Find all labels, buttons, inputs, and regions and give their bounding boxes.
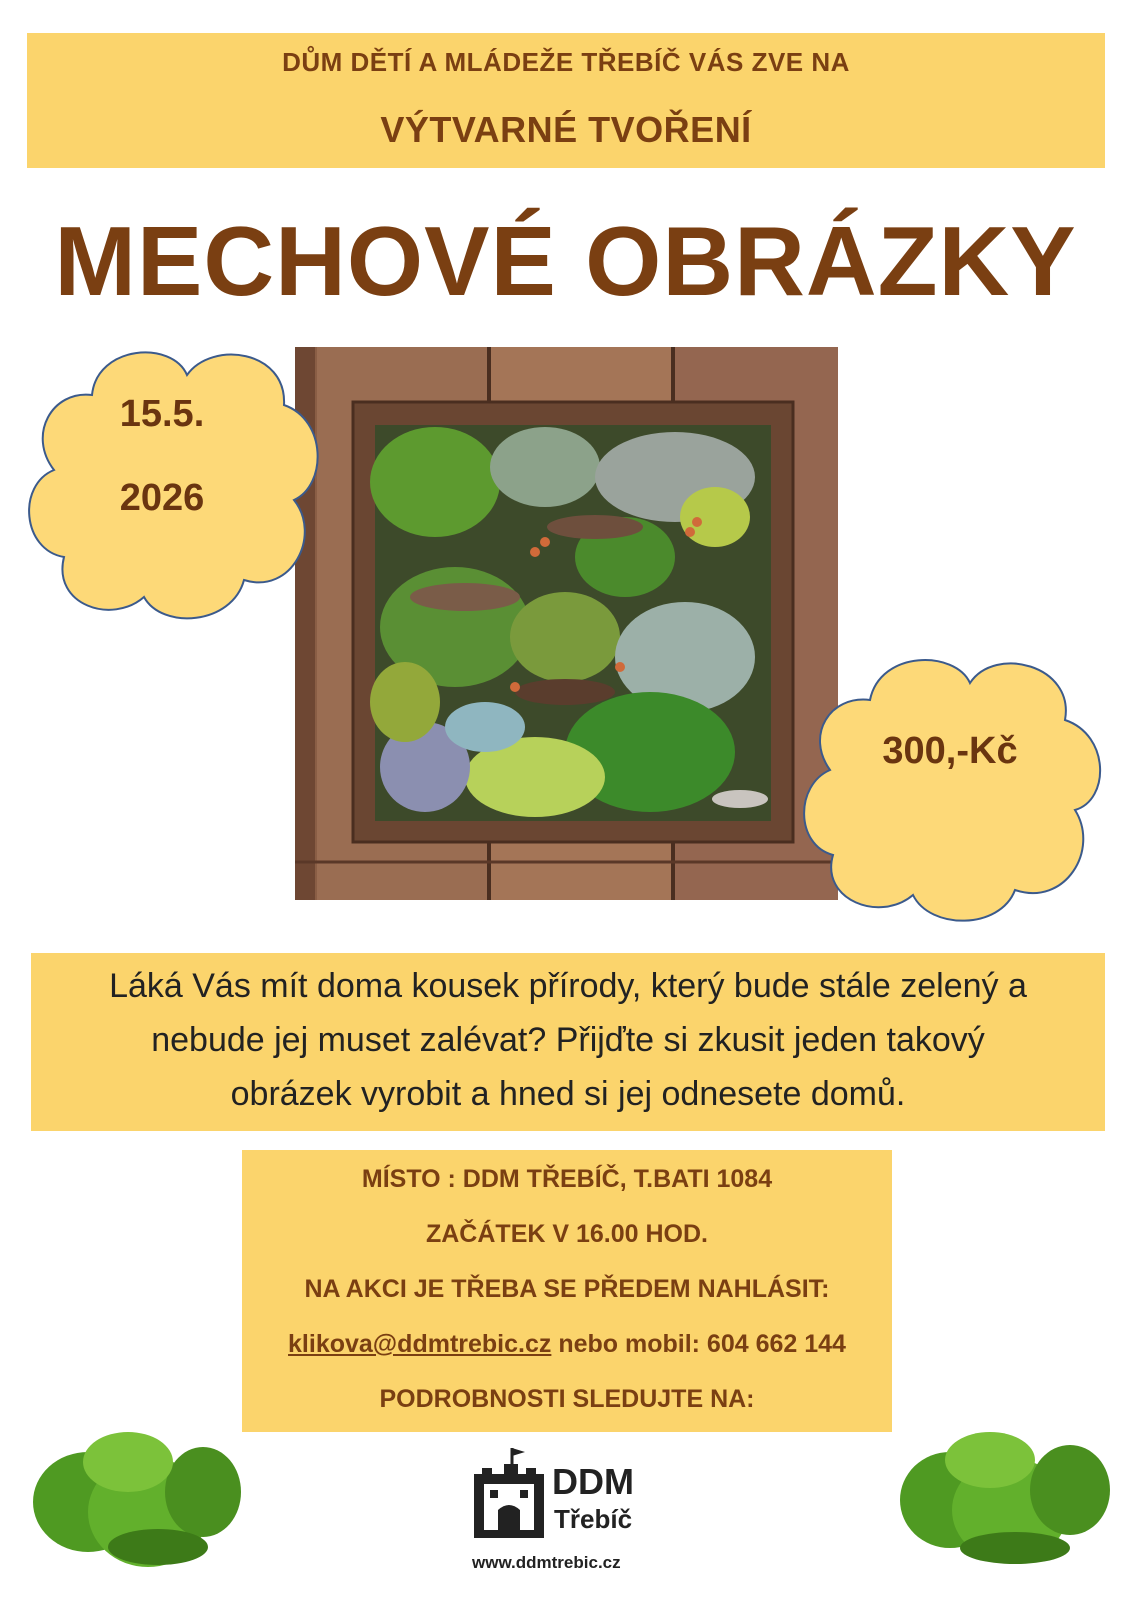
date-year: 2026	[119, 477, 205, 519]
details-text: PODROBNOSTI SLEDUJTE NA:	[379, 1385, 755, 1413]
place-text: MÍSTO : DDM TŘEBÍČ, T.BATI 1084	[361, 1165, 773, 1193]
description-line: nebude jej muset zalévat? Přijďte si zkusit jeden takový	[151, 1021, 985, 1059]
logo-url[interactable]: www.ddmtrebic.cz	[472, 1553, 621, 1572]
register-text: NA AKCI JE TŘEBA SE PŘEDEM NAHLÁSIT:	[304, 1275, 830, 1303]
ddm-logo	[470, 1444, 670, 1584]
moss-right-image	[895, 1420, 1115, 1570]
date-badge	[22, 335, 332, 633]
description-line: Láká Vás mít doma kousek přírody, který bude stále zelený a	[109, 967, 1027, 1005]
header-band	[27, 33, 1105, 168]
email-link[interactable]: klikova@ddmtrebic.cz	[288, 1330, 552, 1358]
moss-left-image	[28, 1412, 248, 1572]
info-band	[242, 1150, 892, 1432]
price-badge	[795, 645, 1113, 923]
date-day: 15.5.	[119, 393, 205, 435]
invite-text: DŮM DĚTÍ A MLÁDEŽE TŘEBÍČ VÁS ZVE NA	[282, 47, 850, 77]
price-value: 300,-Kč	[882, 730, 1018, 772]
cloud-shape	[795, 645, 1113, 923]
description-band	[31, 953, 1105, 1131]
contact-line	[242, 1330, 892, 1359]
logo-city: Třebíč	[554, 1504, 633, 1534]
moss-frame-photo	[295, 347, 838, 900]
description-line: obrázek vyrobit a hned si jej odnesete domů.	[230, 1075, 906, 1113]
start-time-text: ZAČÁTEK V 16.00 HOD.	[425, 1220, 708, 1248]
logo-name: DDM	[552, 1461, 634, 1502]
castle-logo-icon	[470, 1444, 670, 1584]
page-title: MECHOVÉ OBRÁZKY	[54, 206, 1077, 316]
phone-text: nebo mobil: 604 662 144	[551, 1330, 846, 1358]
category-text: VÝTVARNÉ TVOŘENÍ	[380, 109, 752, 150]
